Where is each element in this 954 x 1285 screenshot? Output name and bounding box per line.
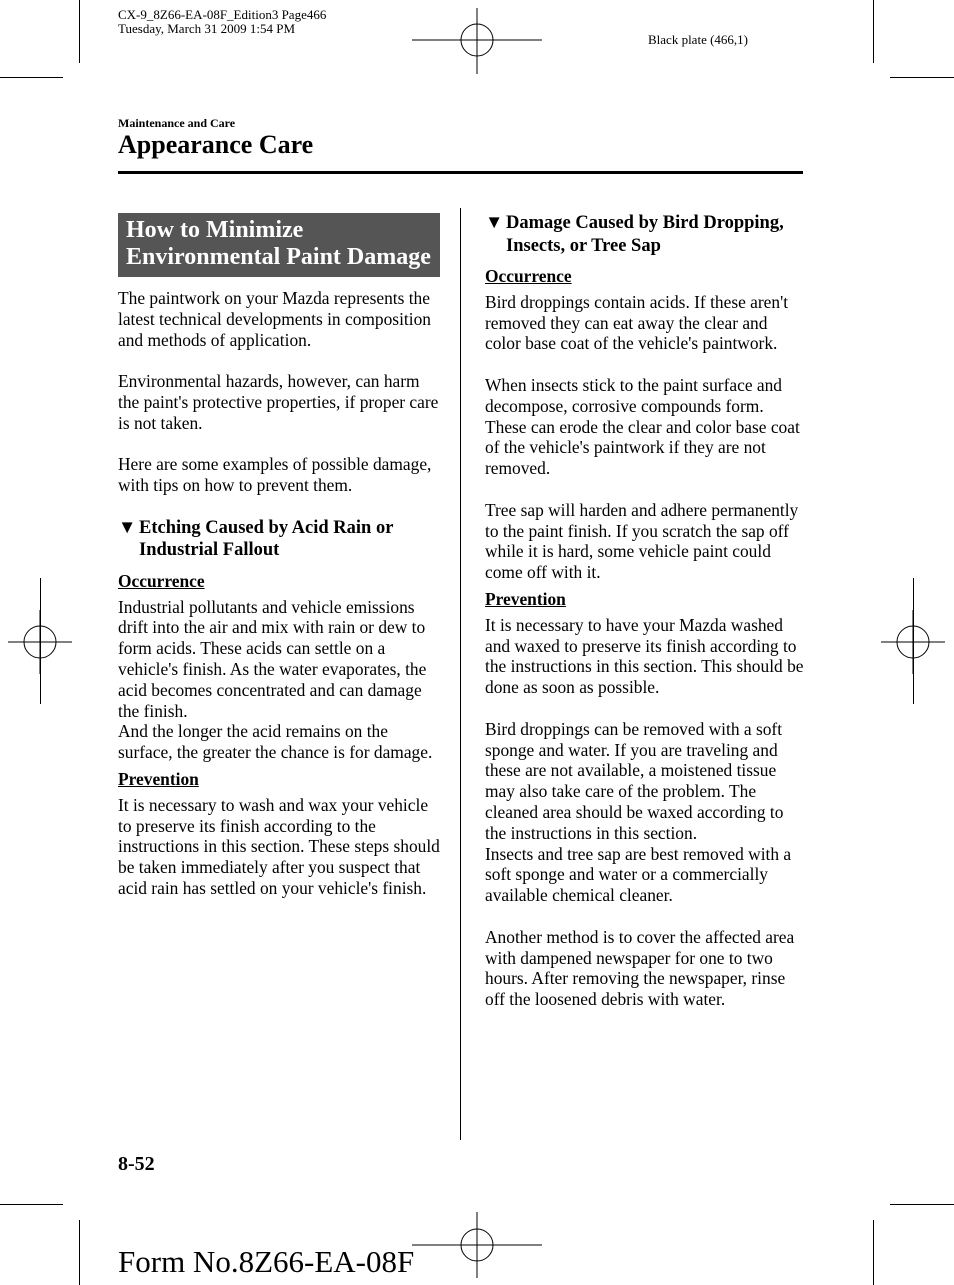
prevention-label: Prevention xyxy=(118,768,199,789)
crop-mark xyxy=(873,0,874,63)
occurrence-paragraph: Tree sap will harden and adhere permanently to the paint finish. If you scratch the sap off while it is hard, some vehicle paint could come off with it. xyxy=(485,499,799,583)
print-meta xyxy=(118,8,326,36)
print-date-line: Tuesday, March 31 2009 1:54 PM xyxy=(118,21,296,36)
prevention-paragraph: It is necessary to wash and wax your vehicle to preserve its finish according to the instructions in this section. These steps should be taken immediately after you suspect that acid rain has settled on your vehicle's finish. xyxy=(118,794,440,898)
right-column xyxy=(485,212,805,1031)
triangle-down-icon: ▼ xyxy=(485,213,504,233)
occurrence-paragraph: Bird droppings contain acids. If these aren't removed they can eat away the clear and color base coat of the vehicle's paintwork. xyxy=(485,291,789,354)
form-number: Form No.8Z66-EA-08F xyxy=(118,1244,415,1279)
plate-label: Black plate (466,1) xyxy=(648,32,748,47)
occurrence-label: Occurrence xyxy=(485,266,572,286)
prevention-paragraph xyxy=(485,719,805,906)
occurrence-paragraph: When insects stick to the paint surface and decompose, corrosive compounds form. These can erode the clear and color base coat of the vehicle's paintwork if they are not removed. xyxy=(485,374,800,479)
column-divider xyxy=(460,208,461,1140)
left-column xyxy=(118,213,440,920)
crop-mark xyxy=(890,1204,954,1205)
registration-mark-icon xyxy=(8,610,72,674)
registration-mark-icon xyxy=(881,610,945,674)
crop-mark xyxy=(79,1220,80,1285)
registration-mark-icon xyxy=(412,8,542,74)
prevention-paragraph: It is necessary to have your Mazda washed and waxed to preserve its finish according to the instructions in this section. This should be done as soon as possible. xyxy=(485,614,804,698)
crop-mark xyxy=(0,77,63,78)
triangle-down-icon: ▼ xyxy=(118,517,137,538)
subsection-heading-acid-rain xyxy=(118,517,440,562)
crop-mark xyxy=(0,1204,63,1205)
subsection-heading-bird-dropping xyxy=(485,212,805,257)
registration-mark-icon xyxy=(412,1212,542,1278)
prevention-text: Insects and tree sap are best removed with a soft sponge and water or a commercially available chemical cleaner. xyxy=(485,843,792,906)
intro-paragraph: Here are some examples of possible damage, with tips on how to prevent them. xyxy=(118,454,432,496)
prevention-text: Bird droppings can be removed with a soft sponge and water. If you are traveling and these are not available, a moistened tissue may also take care of the problem. The cleaned area should be waxed according to the instructions in this section. xyxy=(485,718,784,843)
section-heading: How to Minimize Environmental Paint Damage xyxy=(118,213,440,277)
prevention-label: Prevention xyxy=(485,588,566,609)
intro-paragraph: The paintwork on your Mazda represents the latest technical developments in composition and methods of application. xyxy=(118,288,431,350)
title-rule xyxy=(118,171,803,174)
section-label: Maintenance and Care xyxy=(118,116,236,130)
subsection-title: Etching Caused by Acid Rain or Industrial Fallout xyxy=(139,517,394,561)
occurrence-label: Occurrence xyxy=(118,570,205,591)
page-title: Appearance Care xyxy=(118,130,314,159)
occurrence-paragraph xyxy=(118,597,440,763)
crop-mark xyxy=(79,0,80,63)
print-file-line: CX-9_8Z66-EA-08F_Edition3 Page466 xyxy=(118,7,327,22)
occurrence-text: And the longer the acid remains on the surface, the greater the chance is for damage. xyxy=(118,721,433,763)
crop-mark xyxy=(890,77,954,78)
intro-paragraph: Environmental hazards, however, can harm the paint's protective properties, if proper care is not taken. xyxy=(118,371,439,433)
occurrence-text: Industrial pollutants and vehicle emissions drift into the air and mix with rain or dew to form acids. These acids can settle on a vehicle's finish. As the water evaporates, the acid becomes concentrated and can damage the finish. xyxy=(118,596,427,721)
page-number: 8-52 xyxy=(118,1153,155,1175)
subsection-title: Damage Caused by Bird Dropping, Insects, or Tree Sap xyxy=(506,213,784,256)
prevention-paragraph: Another method is to cover the affected area with dampened newspaper for one to two hours. After removing the newspaper, rinse off the loosened debris with water. xyxy=(485,926,795,1010)
crop-mark xyxy=(873,1220,874,1285)
